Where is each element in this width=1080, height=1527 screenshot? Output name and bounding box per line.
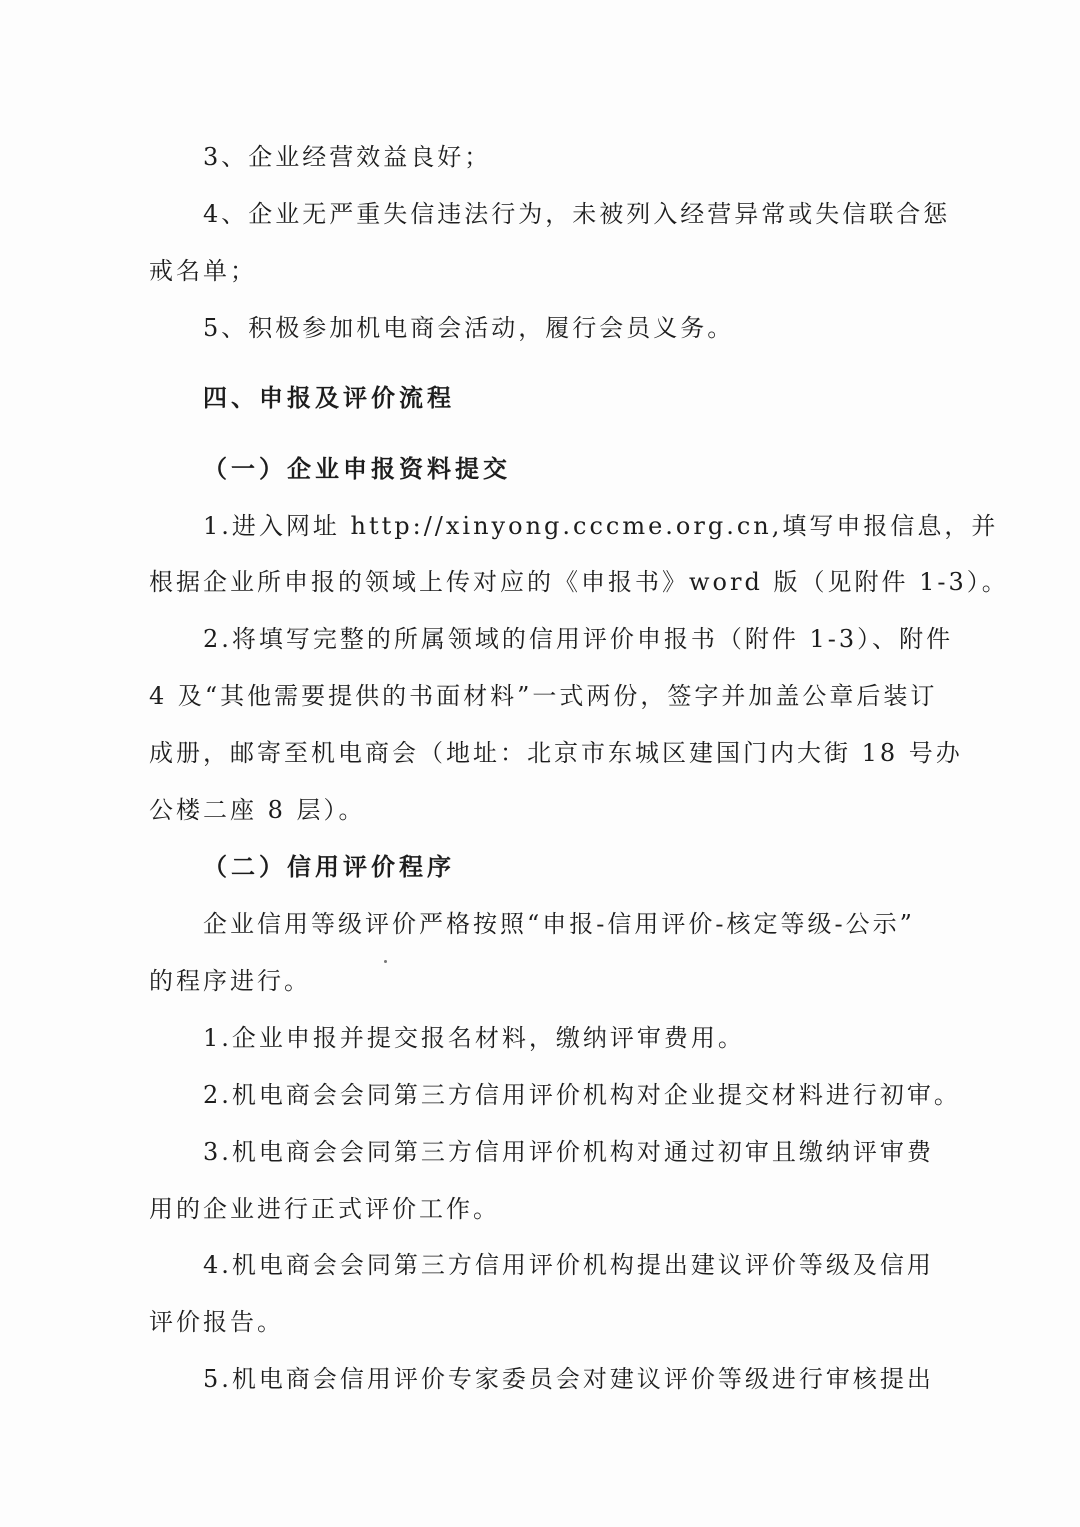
step-2-line-1: 2.将填写完整的所属领域的信用评价申报书（附件 1-3）、附件 — [203, 625, 954, 653]
subsection-heading-1: （一）企业申报资料提交 — [203, 455, 511, 483]
step-2-line-3: 成册，邮寄至机电商会（地址：北京市东城区建国门内大街 18 号办 — [149, 739, 963, 767]
procedure-step-1: 1.企业申报并提交报名材料，缴纳评审费用。 — [203, 1024, 745, 1052]
criteria-item-4-line-1: 4、企业无严重失信违法行为，未被列入经营异常或失信联合惩 — [203, 200, 951, 228]
procedure-step-3-line-1: 3.机电商会会同第三方信用评价机构对通过初审且缴纳评审费 — [203, 1138, 934, 1166]
section-heading-4: 四、申报及评价流程 — [203, 384, 455, 412]
procedure-step-3-line-2: 用的企业进行正式评价工作。 — [149, 1195, 500, 1223]
procedure-step-4-line-2: 评价报告。 — [149, 1308, 284, 1336]
procedure-intro-line-2: 的程序进行。 — [149, 967, 311, 995]
step-2-line-2: 4 及“其他需要提供的书面材料”一式两份，签字并加盖公章后装订 — [149, 682, 938, 710]
procedure-step-2: 2.机电商会会同第三方信用评价机构对企业提交材料进行初审。 — [203, 1081, 961, 1109]
criteria-item-3: 3、企业经营效益良好； — [203, 143, 492, 171]
step-2-line-4: 公楼二座 8 层）。 — [149, 796, 366, 824]
subsection-heading-2: （二）信用评价程序 — [203, 853, 455, 881]
scan-speck — [384, 960, 387, 963]
step-1-line-2: 根据企业所申报的领域上传对应的《申报书》word 版（见附件 1-3）。 — [149, 568, 1009, 596]
criteria-item-4-line-2: 戒名单； — [149, 257, 257, 285]
step-1-line-1: 1.进入网址 http://xinyong.cccme.org.cn,填写申报信息，并 — [203, 512, 999, 540]
procedure-step-5-line-1: 5.机电商会信用评价专家委员会对建议评价等级进行审核提出 — [203, 1365, 934, 1393]
procedure-step-4-line-1: 4.机电商会会同第三方信用评价机构提出建议评价等级及信用 — [203, 1251, 934, 1279]
procedure-intro-line-1: 企业信用等级评价严格按照“申报-信用评价-核定等级-公示” — [203, 910, 915, 938]
criteria-item-5: 5、积极参加机电商会活动，履行会员义务。 — [203, 314, 735, 342]
